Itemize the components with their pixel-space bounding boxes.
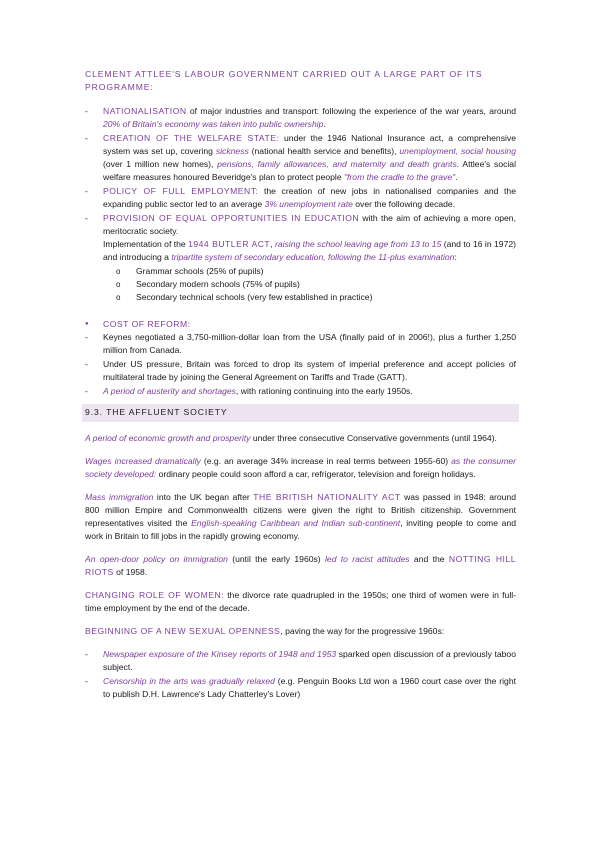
cost-of-reform-heading: ● COST OF REFORM: <box>85 318 516 331</box>
education-text-3: , <box>270 239 275 249</box>
women-label: CHANGING ROLE OF WOMEN: <box>85 590 225 600</box>
censorship-italic: Censorship in the arts was gradually relaxed <box>103 676 275 686</box>
nationalisation-italic: 20% of Britain's economy was taken into public ownership <box>103 119 324 129</box>
school-type-item: o Secondary technical schools (very few established in practice) <box>116 291 516 304</box>
open-door-text-2: and the <box>409 554 449 564</box>
education-italic-2: tripartite system of secondary education, following the 11-plus examination <box>171 252 455 262</box>
school-type-item: o Grammar schools (25% of pupils) <box>116 265 516 278</box>
paragraph-economic-growth <box>85 432 516 445</box>
employment-label: POLICY OF FULL EMPLOYMENT: <box>103 186 259 196</box>
austerity-text: , with rationing continuing into the early 1950s. <box>235 386 413 396</box>
openness-list <box>85 648 516 701</box>
censorship-text: (e.g. Penguin Books Ltd won a 1960 court case over the right to publish D.H. Lawrence's Lady Chatterley's Lover) <box>103 676 516 699</box>
page-content <box>85 68 516 702</box>
openness-text: , paving the way for the progressive 1960s: <box>280 626 445 636</box>
openness-label: BEGINNING OF A NEW SEXUAL OPENNESS <box>85 626 281 636</box>
openness-item <box>85 675 516 701</box>
employment-text-1: the creation of new jobs in nationalised companies and the expanding public sector led to an average <box>103 186 516 209</box>
immigration-italic-2: English-speaking Caribbean and Indian sub-continent <box>191 518 401 528</box>
section-heading-affluent-society: 9.3. THE AFFLUENT SOCIETY <box>82 404 519 422</box>
openness-item <box>85 648 516 674</box>
wages-text-1: (e.g. an average 34% increase in real terms between 1955-60) <box>200 456 452 466</box>
welfare-end: . <box>455 172 458 182</box>
paragraph-open-door <box>85 553 516 579</box>
kinsey-text: sparked open discussion of a previously taboo subject. <box>103 649 516 672</box>
paragraph-wages <box>85 455 516 481</box>
notting-hill-riots-label: NOTTING HILL RIOTS <box>85 554 516 577</box>
list-item-education <box>85 212 516 304</box>
education-text-1: with the aim of achieving a more open, meritocratic society. <box>103 213 516 236</box>
paragraph-women <box>85 589 516 615</box>
open-door-italic-2: led to racist attitudes <box>325 554 410 564</box>
immigration-italic-1: Mass immigration <box>85 492 154 502</box>
education-text-2: Implementation of the <box>103 239 189 249</box>
welfare-italic-3: pensions, family allowances, and maternity and death grants <box>217 159 457 169</box>
wages-text-2: ordinary people could soon afford a car, refrigerator, television and foreign holidays. <box>156 469 476 479</box>
education-text-4: (and to 16 in 1972) and introducing a <box>103 239 516 262</box>
welfare-text-2: (national health service and benefits), <box>248 146 400 156</box>
nationalisation-text: of major industries and transport: following the experience of the war years, around <box>186 106 516 116</box>
education-text-5: : <box>454 252 457 262</box>
butler-act-label: 1944 BUTLER ACT <box>188 239 271 249</box>
austerity-italic: A period of austerity and shortages <box>103 386 236 396</box>
employment-text-2: over the following decade. <box>352 199 456 209</box>
wages-italic-1: Wages increased dramatically <box>85 456 201 466</box>
kinsey-italic: Newspaper exposure of the Kinsey reports of 1948 and 1953 <box>103 649 337 659</box>
growth-text: under three consecutive Conservative governments (until 1964). <box>250 433 497 443</box>
cost-item: - Keynes negotiated a 3,750-million-dollar loan from the USA (finally paid of in 2006!), plus a further 1,250 million from Canada. <box>85 331 516 357</box>
open-door-text-1: (until the early 1960s) <box>227 554 325 564</box>
cost-list <box>85 331 516 398</box>
education-italic-1: raising the school leaving age from 13 to 15 <box>274 239 442 249</box>
welfare-text-3: (over 1 million new homes), <box>103 159 218 169</box>
nationality-act-label: THE BRITISH NATIONALITY ACT <box>253 492 401 502</box>
cost-item: - Under US pressure, Britain was forced to drop its system of imperial preference and accept policies of multilateral trade by joining the General Agreement on Tariffs and Trade (GATT). <box>85 358 516 384</box>
welfare-text-1: under the 1946 National Insurance act, a comprehensive system was set up, covering <box>103 133 516 156</box>
education-label: PROVISION OF EQUAL OPPORTUNITIES IN EDUCATION <box>103 213 360 223</box>
paragraph-immigration <box>85 491 516 543</box>
immigration-text-3: , inviting people to come and work in Britain to fill jobs in the rapidly growing economy. <box>85 518 516 541</box>
immigration-text-1: into the UK began after <box>153 492 254 502</box>
open-door-text-3: of 1958. <box>113 567 148 577</box>
women-text: the divorce rate quadrupled in the 1950s; one third of women were in full-time employment by the end of the decade. <box>85 590 516 613</box>
growth-italic: A period of economic growth and prosperity <box>85 433 251 443</box>
nationalisation-end: . <box>323 119 326 129</box>
welfare-italic-2: unemployment, social housing <box>399 146 516 156</box>
list-item-welfare <box>85 132 516 184</box>
open-door-italic-1: An open-door policy on immigration <box>85 554 228 564</box>
school-types-list <box>103 265 516 304</box>
welfare-label: CREATION OF THE WELFARE STATE: <box>103 133 280 143</box>
immigration-text-2: was passed in 1948: around 800 million Empire and Commonwealth citizens were given the right to British citizenship. Government representatives visited the <box>85 492 516 528</box>
programme-heading: CLEMENT ATTLEE'S LABOUR GOVERNMENT CARRIED OUT A LARGE PART OF ITS PROGRAMME: <box>85 69 483 92</box>
employment-italic: 3% unemployment rate <box>264 199 353 209</box>
school-type-item: o Secondary modern schools (75% of pupils) <box>116 278 516 291</box>
paragraph-sexual-openness <box>85 625 516 638</box>
welfare-italic-1: sickness <box>215 146 249 156</box>
nationalisation-label: NATIONALISATION <box>103 106 187 116</box>
wages-italic-2: as the consumer society developed: <box>85 456 516 479</box>
list-item-nationalisation <box>85 105 516 131</box>
welfare-text-4: . Attlee's social welfare measures honoured Beveridge's plan to protect people <box>103 159 516 182</box>
cost-item-austerity <box>85 385 516 398</box>
welfare-italic-4: "from the cradle to the grave" <box>343 172 456 182</box>
programme-list <box>85 105 516 304</box>
list-item-employment <box>85 185 516 211</box>
